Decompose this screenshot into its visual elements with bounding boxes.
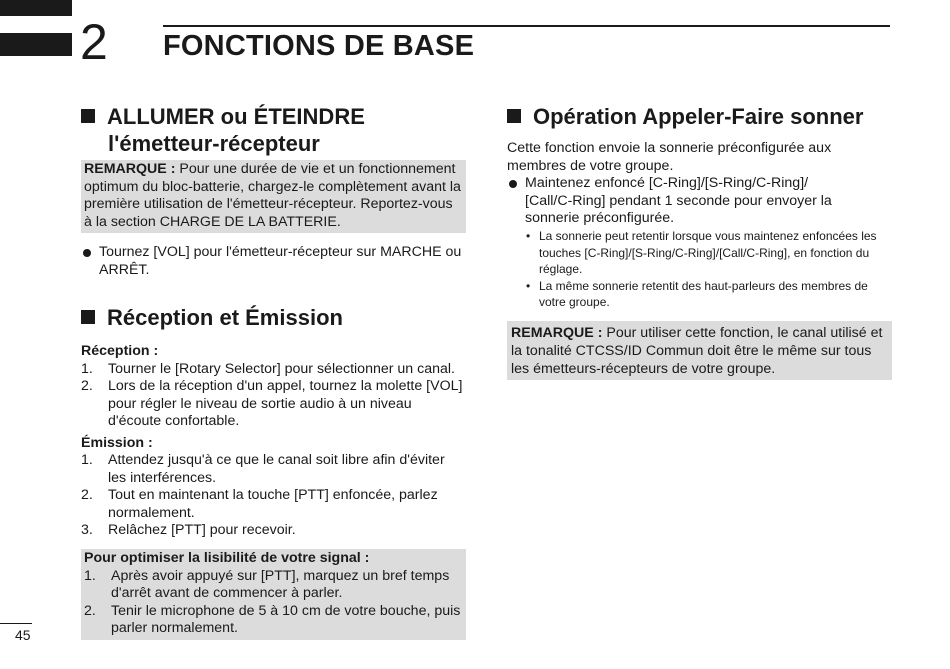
subpoint-text: La même sonnerie retentit des haut-parleurs des membres de votre groupe. [539, 278, 868, 309]
step-text: Tourner le [Rotary Selector] pour sélectionner un canal. [108, 360, 455, 377]
signal-tip-title: Pour optimiser la lisibilité de votre signal : [84, 550, 370, 566]
signal-tip-box [81, 549, 466, 640]
list-item [81, 452, 466, 487]
call-ring-note-box [507, 321, 892, 380]
step-text: Relâchez [PTT] pour recevoir. [108, 522, 296, 538]
chapter-title: FONCTIONS DE BASE [163, 30, 475, 62]
section-power-heading [81, 103, 471, 157]
list-item [507, 175, 852, 228]
call-ring-note-text: Pour utiliser cette fonction, le canal utilisé et la tonalité CTCSS/ID Commun doit être le même sur tous les émetteurs-récepteurs de votre groupe. [511, 325, 883, 377]
emission-label: Émission : [81, 434, 153, 451]
small-bullet-icon: • [526, 278, 531, 293]
step-text: Tenir le microphone de 5 à 10 cm de votre bouche, puis parler normalement. [111, 602, 461, 636]
small-bullet-icon: • [526, 229, 531, 243]
step-number: 2. [81, 378, 93, 394]
square-bullet-icon [507, 109, 521, 123]
list-item [81, 487, 466, 522]
signal-tip-steps [84, 568, 463, 638]
list-item [84, 603, 463, 638]
reception-label: Réception : [81, 343, 159, 359]
step-text: Attendez jusqu'à ce que le canal soit libre afin d'éviter les interférences. [108, 452, 445, 486]
page-number: 45 [15, 627, 31, 643]
call-ring-intro: Cette fonction envoie la sonnerie préconfigurée aux membres de votre groupe. [507, 140, 832, 174]
footer-rule [0, 623, 32, 624]
list-item [81, 378, 466, 431]
section-power-title-line2: l'émetteur-récepteur [108, 131, 320, 156]
rx-tx-content [81, 343, 466, 540]
list-item [81, 361, 466, 379]
power-note-text: Pour une durée de vie et un fonctionnement optimum du bloc-batterie, chargez-le complètement avant la première utilisation de l'émetteur-récepteur. Reportez-vous à la section CHARGE DE LA BATTERIE. [84, 161, 461, 230]
list-item [81, 244, 466, 279]
call-ring-subpoints [525, 228, 893, 311]
call-ring-content [507, 175, 852, 228]
chapter-tab-bar-top [0, 0, 72, 16]
power-bullet-text: Tournez [VOL] pour l'émetteur-récepteur sur MARCHE ou ARRÊT. [99, 244, 462, 278]
section-call-ring-heading [507, 103, 897, 130]
list-item [84, 568, 463, 603]
step-text: Après avoir appuyé sur [PTT], marquez un bref temps d'arrêt avant de commencer à parler. [111, 567, 450, 601]
section-rx-tx-heading [81, 304, 471, 331]
step-number: 1. [84, 567, 96, 584]
chapter-tab-bar-bottom [0, 33, 72, 56]
list-item [81, 522, 466, 540]
power-note-label: REMARQUE : [84, 161, 176, 177]
section-power-title-line1: ALLUMER ou ÉTEINDRE [107, 104, 365, 129]
list-item [525, 228, 893, 278]
step-text: Lors de la réception d'un appel, tournez la molette [VOL] pour régler le niveau de sortie audio à un niveau d'écoute confortable. [108, 378, 463, 429]
call-ring-bullet-text: Maintenez enfoncé [C-Ring]/[S-Ring/C-Ring]/ [Call/C-Ring] pendant 1 seconde pour envoyer la sonnerie préconfigurée. [525, 175, 832, 226]
power-note-box [81, 160, 466, 233]
chapter-number: 2 [80, 14, 108, 70]
step-number: 3. [81, 522, 93, 538]
square-bullet-icon [81, 310, 95, 324]
square-bullet-icon [81, 109, 95, 123]
reception-steps [81, 361, 466, 431]
call-ring-note-label: REMARQUE : [511, 325, 603, 341]
step-number: 2. [84, 602, 96, 619]
section-call-ring-title: Opération Appeler-Faire sonner [533, 104, 864, 129]
list-item [525, 278, 893, 311]
subpoint-text: La sonnerie peut retentir lorsque vous maintenez enfoncées les touches [C-Ring]/[S-Ring/C-Ring]/[Call/C-Ring], en fonction du réglage. [539, 229, 877, 276]
power-bullet-list [81, 244, 466, 279]
emission-steps [81, 452, 466, 540]
chapter-title-rule [163, 25, 890, 27]
bullet-dot-icon [509, 180, 517, 188]
step-number: 1. [81, 452, 93, 468]
bullet-dot-icon [83, 249, 91, 257]
section-rx-tx-title: Réception et Émission [107, 305, 343, 330]
step-text: Tout en maintenant la touche [PTT] enfoncée, parlez normalement. [108, 487, 438, 521]
call-ring-bullet-list [507, 175, 852, 228]
step-number: 1. [81, 360, 93, 377]
step-number: 2. [81, 487, 93, 503]
